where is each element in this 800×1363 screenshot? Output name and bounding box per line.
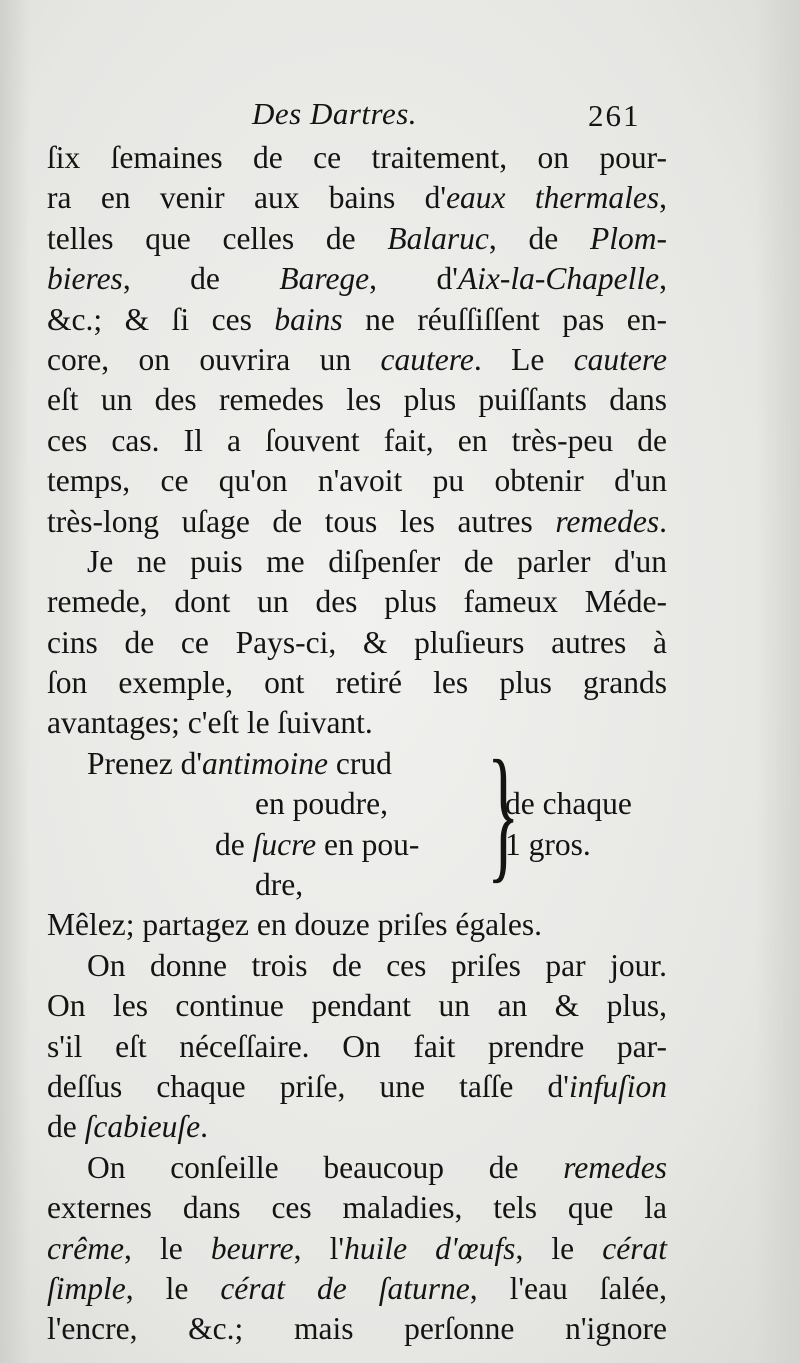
text-line: &c.; & ſi ces bains ne réuſſiſſent pas en- [47,301,667,337]
text-line: crême, le beurre, l'huile d'œufs, le cérat [47,1230,668,1266]
text-line: eſt un des remedes les plus puiſſants dans [47,382,667,418]
text-line: On donne trois de ces priſes par jour. [87,947,667,983]
recipe-quantity: de chaque [505,786,632,822]
text-line: ſix ſemaines de ce traitement, on pour- [47,140,667,175]
text-line: core, on ouvrira un cautere. Le cautere [47,341,667,377]
text-line: ra en venir aux bains d'eaux thermales, [47,180,667,216]
text-line: bieres, de Barege, d'Aix-la-Chapelle, [47,261,667,297]
recipe-line: dre, [255,867,304,903]
text-line: ſon exemple, ont retiré les plus grands [47,665,667,701]
recipe-line: Prenez d'antimoine crud [87,745,392,781]
text-line: s'il eſt néceſſaire. On fait prendre par- [47,1028,667,1064]
text-line: telles que celles de Balaruc, de Plom- [47,220,667,256]
page-gutter-shadow [0,0,30,1363]
page-edge-shadow [755,0,800,1363]
text-line: On les continue pendant un an & plus, [47,988,667,1024]
paragraph [47,542,667,744]
paragraph-continued [47,138,667,542]
text-line: Je ne puis me diſpenſer de parler d'un [87,543,667,579]
page-header [0,96,800,140]
text-line: de ſcabieuſe. [47,1109,208,1145]
page-number: 261 [588,98,641,133]
recipe-quantity: 1 gros. [505,826,591,862]
recipe-line: en poudre, [255,786,388,822]
text-line: On conſeille beaucoup de remedes [87,1149,667,1185]
text-line: remede, dont un des plus fameux Méde- [47,584,667,620]
paragraph [47,1148,667,1350]
text-line: temps, ce qu'on n'avoit pu obtenir d'un [47,463,667,499]
text-line: ces cas. Il a ſouvent fait, en très-peu de [47,422,667,458]
text-line: cins de ce Pays-ci, & pluſieurs autres à [47,624,667,660]
text-line: externes dans ces maladies, tels que la [47,1190,667,1226]
recipe-line: de ſucre en pou- [215,826,420,862]
text-line: très-long uſage de tous les autres remedes. [47,503,667,539]
grouping-brace: } [487,729,520,896]
text-line: l'encre, &c.; mais perſonne n'ignore [47,1311,667,1347]
recipe-block [47,729,667,906]
running-head: Des Dartres. [252,96,418,131]
text-line: ſimple, le cérat de ſaturne, l'eau ſalée, [47,1270,668,1306]
text-line: Mêlez; partagez en douze priſes égales. [47,907,543,943]
body-text [47,138,667,1350]
text-line: avantages; c'eſt le ſuivant. [47,705,373,741]
paragraph [47,905,667,945]
text-line: deſſus chaque priſe, une taſſe d'infuſion [47,1069,667,1105]
paragraph [47,946,667,1148]
